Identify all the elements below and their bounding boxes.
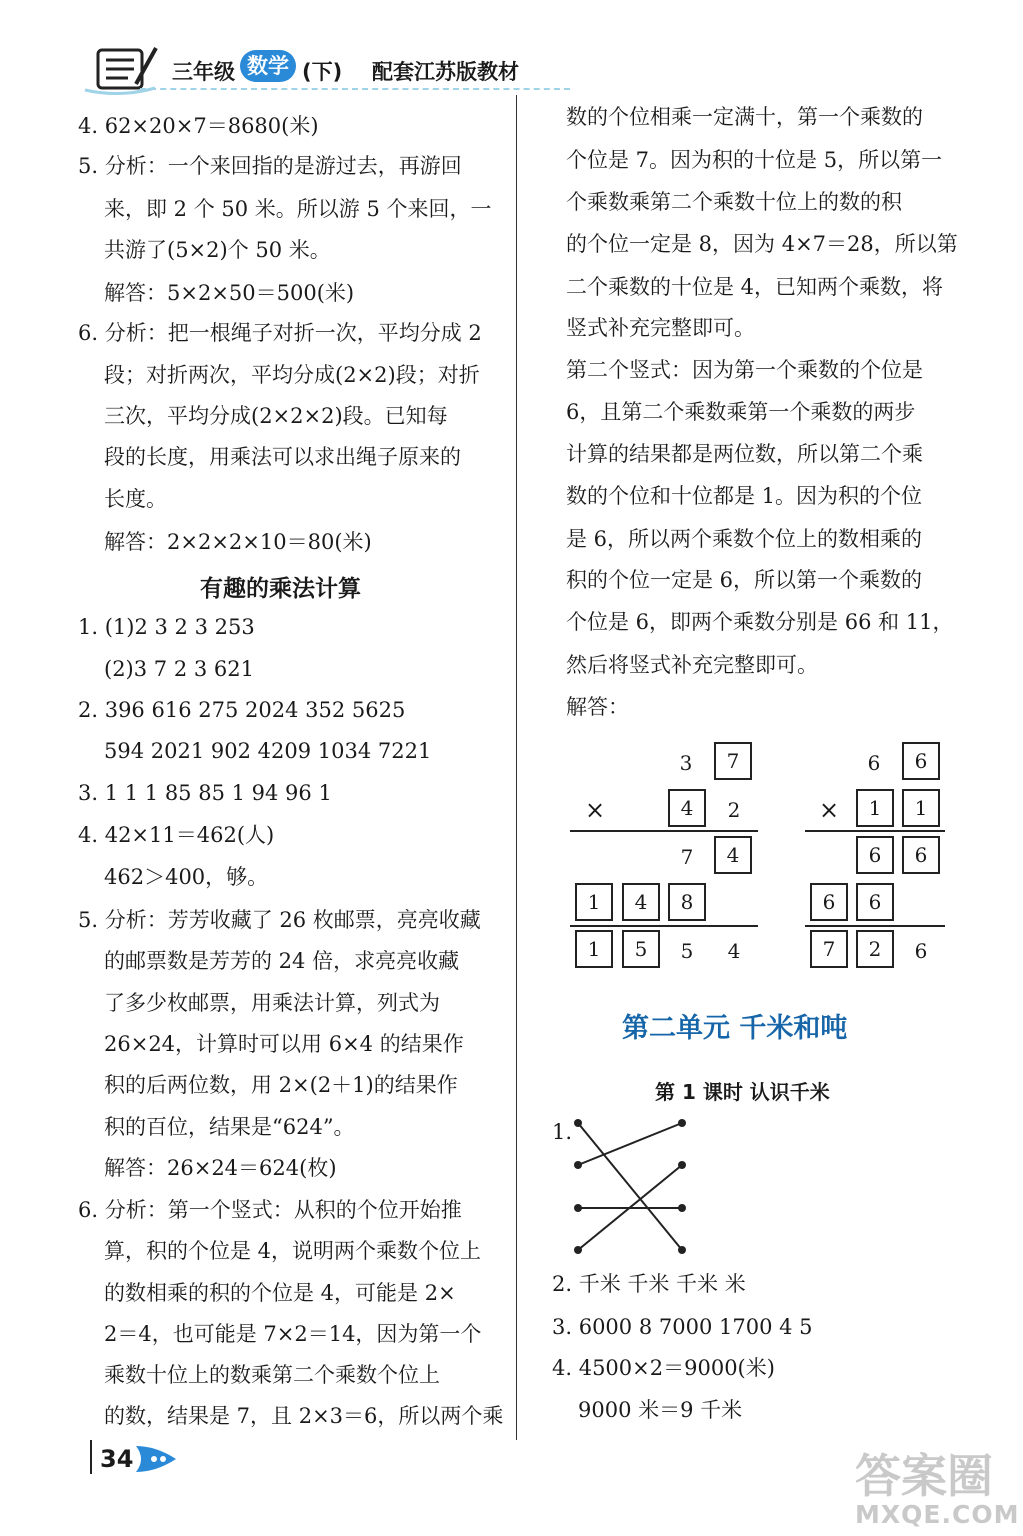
a5-line-5: 积的后两位数，用 2×(2＋1)的结果作 [104, 1073, 458, 1097]
a6-line-4: 2＝4，也可能是 7×2＝14，因为第一个 [104, 1322, 482, 1346]
cont-line-4: 的个位一定是 8，因为 4×7＝28，所以第 [566, 232, 958, 256]
rule-line [805, 830, 945, 832]
answer-box: 6 [902, 742, 940, 780]
rule-line [570, 925, 758, 927]
answer-box: 6 [856, 883, 894, 921]
a1-line-2: (2)3 7 2 3 621 [104, 657, 254, 681]
lesson-title: 第 1 课时 认识千米 [655, 1080, 830, 1104]
footer-bar [90, 1440, 92, 1474]
answer-box: 2 [856, 930, 894, 968]
q5-line-1: 5. 分析：一个来回指的是游过去，再游回 [78, 154, 462, 178]
answer-box: 6 [810, 883, 848, 921]
answer-box: 4 [668, 789, 706, 827]
header-subject: 数学 [240, 50, 296, 82]
q6-line-3: 三次，平均分成(2×2×2)段。已知每 [104, 404, 448, 428]
a6-line-5: 乘数十位上的数乘第二个乘数个位上 [104, 1363, 440, 1387]
arrow-icon [134, 1442, 178, 1476]
second-line-1: 第二个竖式：因为第一个乘数的个位是 [566, 358, 923, 382]
column-divider [516, 95, 517, 1440]
digit: 6 [914, 939, 928, 963]
digit: 4 [727, 939, 741, 963]
answer-box: 1 [575, 930, 613, 968]
a6-line-2: 算，积的个位是 4，说明两个乘数个位上 [104, 1239, 482, 1263]
page-header [80, 40, 580, 96]
q6-line-1: 6. 分析：把一根绳子对折一次，平均分成 2 [78, 321, 482, 345]
answer-box: 1 [902, 789, 940, 827]
q5-line-3: 共游了(5×2)个 50 米。 [104, 238, 331, 262]
header-edition: 配套江苏版教材 [372, 60, 519, 84]
a6-line-6: 的数，结果是 7，且 2×3＝6，所以两个乘 [104, 1404, 504, 1428]
a5-line-1: 5. 分析：芳芳收藏了 26 枚邮票，亮亮收藏 [78, 908, 481, 932]
answer-box: 1 [575, 883, 613, 921]
a3-line: 3. 1 1 1 85 85 1 94 96 1 [78, 781, 332, 805]
a4-line-2: 462＞400，够。 [104, 865, 269, 889]
answer-box: 7 [714, 742, 752, 780]
q2-line: 2. 千米 千米 千米 米 [552, 1272, 746, 1296]
second-line-4: 数的个位和十位都是 1。因为积的个位 [566, 484, 923, 508]
a5-line-3: 了多少枚邮票，用乘法计算，列式为 [104, 991, 440, 1015]
rule-line [805, 925, 945, 927]
a4-line-1: 4. 42×11＝462(人) [78, 823, 275, 847]
unit-title: 第二单元 千米和吨 [622, 1013, 848, 1044]
second-line-6: 积的个位一定是 6，所以第一个乘数的 [566, 568, 923, 592]
a6-line-3: 的数相乘的积的个位是 4，可能是 2× [104, 1281, 456, 1305]
digit: 6 [867, 751, 881, 775]
second-line-2: 6，且第二个乘数乘第一个乘数的两步 [566, 400, 916, 424]
cont-line-5: 二个乘数的十位是 4，已知两个乘数，将 [566, 275, 944, 299]
cont-line-6: 竖式补充完整即可。 [566, 316, 755, 340]
rule-line [570, 830, 758, 832]
answer-box: 8 [668, 883, 706, 921]
q4-line-1: 4. 4500×2＝9000(米) [552, 1356, 775, 1380]
digit: 7 [680, 845, 694, 869]
answer-label: 解答： [566, 695, 629, 719]
a5-line-2: 的邮票数是芳芳的 24 倍，求亮亮收藏 [104, 949, 460, 973]
second-line-8: 然后将竖式补充完整即可。 [566, 653, 818, 677]
q3-line: 3. 6000 8 7000 1700 4 5 [552, 1315, 813, 1339]
q4-line-2: 9000 米＝9 千米 [578, 1398, 743, 1422]
q6-line-2: 段；对折两次，平均分成(2×2)段；对折 [104, 363, 480, 387]
digit: 3 [679, 751, 693, 775]
q6-line-4: 段的长度，用乘法可以求出绳子原来的 [104, 445, 461, 469]
a2-line-1: 2. 396 616 275 2024 352 5625 [78, 698, 406, 722]
second-line-5: 是 6，所以两个乘数个位上的数相乘的 [566, 527, 923, 551]
answer-box: 1 [856, 789, 894, 827]
answer-box: 5 [622, 930, 660, 968]
second-line-7: 个位是 6，即两个乘数分别是 66 和 11， [566, 610, 954, 634]
section-title: 有趣的乘法计算 [200, 576, 361, 602]
answer-box: 7 [810, 930, 848, 968]
a5-line-6: 积的百位，结果是“624”。 [104, 1115, 355, 1139]
answer-box: 6 [902, 836, 940, 874]
digit: 2 [727, 798, 741, 822]
cont-line-1: 数的个位相乘一定满十，第一个乘数的 [566, 105, 923, 129]
watermark-logo: 答案圈 [855, 1449, 993, 1503]
a2-line-2: 594 2021 902 4209 1034 7221 [104, 739, 432, 763]
answer-4: 4. 62×20×7＝8680(米) [78, 114, 319, 138]
second-line-3: 计算的结果都是两位数，所以第二个乘 [566, 442, 923, 466]
answer-box: 4 [622, 883, 660, 921]
watermark-site: MXQE.COM [855, 1500, 1020, 1529]
a5-answer: 解答：26×24＝624(枚) [104, 1156, 337, 1180]
answer-box: 6 [856, 836, 894, 874]
a6-line-1: 6. 分析：第一个竖式：从积的个位开始推 [78, 1198, 462, 1222]
header-term: (下) [302, 60, 343, 84]
cont-line-2: 个位是 7。因为积的十位是 5，所以第一 [566, 148, 943, 172]
times-sign: × [818, 796, 840, 824]
answer-box: 4 [714, 836, 752, 874]
q6-line-5: 长度。 [104, 487, 167, 511]
digit: 5 [680, 939, 694, 963]
times-sign: × [584, 796, 606, 824]
q1-label: 1. [552, 1120, 573, 1144]
header-grade: 三年级 [172, 60, 235, 84]
page-number: 34 [100, 1445, 134, 1473]
a1-line-1: 1. (1)2 3 2 3 253 [78, 615, 255, 639]
q5-answer: 解答：5×2×50＝500(米) [104, 281, 355, 305]
a5-line-4: 26×24，计算时可以用 6×4 的结果作 [104, 1032, 464, 1056]
cont-line-3: 个乘数乘第二个乘数十位上的数的积 [566, 190, 902, 214]
matching-lines-diagram [570, 1115, 690, 1255]
q5-line-2: 来，即 2 个 50 米。所以游 5 个来回，一 [104, 197, 492, 221]
q6-answer: 解答：2×2×2×10＝80(米) [104, 530, 372, 554]
